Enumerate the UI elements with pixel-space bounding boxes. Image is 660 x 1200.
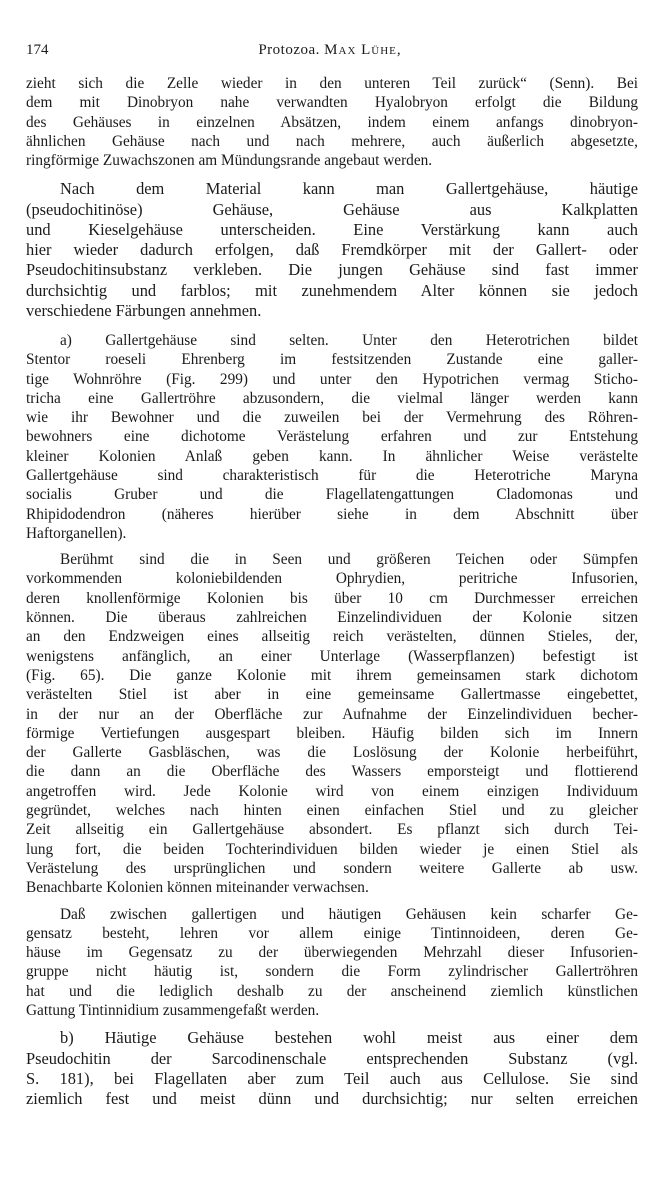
text-line: (pseudochitinöse) Gehäuse, Gehäuse aus Kalkplatten <box>26 199 638 219</box>
text-line: können. Die überaus zahlreichen Einzelindividuen der Kolonie sitzen <box>26 609 638 627</box>
text-line: durchsichtig und farblos; mit zunehmendem Alter können sie jedoch <box>26 280 638 300</box>
text-line: der Gallerte Gasbläschen, was die Loslösung der Kolonie herbeiführt, <box>26 744 638 762</box>
text-line: des Gehäuses in einzelnen Absätzen, indem einem anfangs dinobryon- <box>26 113 638 131</box>
text-line: Zeit allseitig ein Gallertgehäuse absondert. Es pflanzt sich durch Tei- <box>26 821 638 839</box>
text-line: Pseudochitin der Sarcodinenschale entsprechenden Substanz (vgl. <box>26 1048 638 1068</box>
text-line: socialis Gruber und die Flagellatengattungen Cladomonas und <box>26 486 638 504</box>
paragraph-haeutige-gehaeuse <box>26 1028 638 1109</box>
paragraph-material <box>26 179 638 320</box>
running-title-author: Max Lühe, <box>324 42 402 58</box>
text-line: Pseudochitinsubstanz verkleben. Die jungen Gehäuse sind fast immer <box>26 260 638 280</box>
text-line: in der nur an der Oberfläche zur Aufnahme der Einzelindividuen becher- <box>26 705 638 723</box>
text-line: tige Wohnröhre (Fig. 299) und unter den Hypotrichen vermag Sticho- <box>26 370 638 388</box>
text-line: wie ihr Bewohner und die zuweilen bei der Vermehrung des Röhren- <box>26 409 638 427</box>
text-line: häuse im Gegensatz zu der überwiegenden Mehrzahl dieser Infusorien- <box>26 944 638 962</box>
text-line: an den Endzweigen eines allseitig reich verästelten, dünnen Stieles, der, <box>26 628 638 646</box>
page-header <box>26 42 634 68</box>
text-line: hat und die lediglich deshalb zu der anscheinend ziemlich künstlichen <box>26 982 638 1000</box>
paragraph-gallertgehaeuse <box>26 331 638 543</box>
text-line: deren knollenförmige Kolonien bis über 10 cm Durchmesser erreichen <box>26 589 638 607</box>
text-line: dem mit Dinobryon nahe verwandten Hyalobryon erfolgt die Bildung <box>26 94 638 112</box>
text-line: kleiner Kolonien Anlaß geben kann. In ähnlicher Weise verästelte <box>26 447 638 465</box>
text-line: lung fort, die beiden Tochterindividuen bilden wieder je einen Stiel als <box>26 840 638 858</box>
page-number: 174 <box>26 42 49 58</box>
paragraph-continued <box>26 74 638 170</box>
text-line: zieht sich die Zelle wieder in den unteren Teil zurück“ (Senn). Bei <box>26 75 638 92</box>
text-line: angetroffen wird. Jede Kolonie wird von einem einzigen Individuum <box>26 782 638 800</box>
text-line: Stentor roeseli Ehrenberg im festsitzenden Zustande eine galler- <box>26 351 638 369</box>
paragraph-ophrydien <box>26 550 638 897</box>
text-line: gegründet, welches nach hinten einen einfachen Stiel und zu gleicher <box>26 802 638 820</box>
text-line: verschiedene Färbungen annehmen. <box>26 300 262 320</box>
text-line: vorkommenden koloniebildenden Ophrydien, peritriche Infusorien, <box>26 570 638 588</box>
running-title-text: Protozoa. <box>258 42 320 58</box>
text-line: förmige Vertiefungen ausgespart bleiben. Häufig bilden sich im Innern <box>26 724 638 742</box>
text-line: Gattung Tintinnidium zusammengefaßt werden. <box>26 1002 320 1019</box>
text-line: (Fig. 65). Die ganze Kolonie mit ihrem gemeinsamen stark dichotom <box>26 666 638 684</box>
body-text <box>26 74 638 1109</box>
text-line: wenigstens anfänglich, an einer Unterlage (Wasserpflanzen) befestigt ist <box>26 647 638 665</box>
text-line: ziemlich fest und meist dünn und durchsichtig; nur selten erreichen <box>26 1088 638 1108</box>
text-line: gensatz besteht, lehren vor allem einige Tintinnoideen, deren Ge- <box>26 924 638 942</box>
text-line: verästelten Stiel ist aber in eine gemeinsame Gallertmasse eingebettet, <box>26 686 638 704</box>
text-line: Verästelung des ursprünglichen und sondern weitere Gallerte ab usw. <box>26 859 638 877</box>
text-line: die dann an die Oberfläche des Wassers emporsteigt und flottierend <box>26 763 638 781</box>
text-line: tricha eine Gallertröhre abzusondern, die vielmal länger werden kann <box>26 389 638 407</box>
text-line: gruppe nicht häutig ist, sondern die Form zylindrischer Gallertröhren <box>26 963 638 981</box>
text-line: b) Häutige Gehäuse bestehen wohl meist aus einer dem <box>60 1028 638 1048</box>
text-line: ringförmige Zuwachszonen am Mündungsrande angebaut werden. <box>26 152 433 170</box>
text-line: Berühmt sind die in Seen und größeren Teichen oder Sümpfen <box>60 551 638 569</box>
running-title <box>26 42 634 59</box>
text-line: Nach dem Material kann man Gallertgehäuse, häutige <box>60 179 638 199</box>
text-line: Haftorganellen). <box>26 524 127 542</box>
text-line: ähnlichen Gehäuse nach und nach mehrere, auch äußerlich abgesetzte, <box>26 132 638 150</box>
text-line: Benachbarte Kolonien können miteinander verwachsen. <box>26 879 369 897</box>
text-line: und Kieselgehäuse unterscheiden. Eine Verstärkung kann auch <box>26 219 638 239</box>
text-line: Rhipidodendron (näheres hierüber siehe in dem Abschnitt über <box>26 505 638 523</box>
text-line: Daß zwischen gallertigen und häutigen Gehäusen kein scharfer Ge- <box>60 905 638 923</box>
text-line: Gallertgehäuse sind charakteristisch für die Heterotriche Maryna <box>26 466 638 484</box>
text-line: S. 181), bei Flagellaten aber zum Teil auch aus Cellulose. Sie sind <box>26 1068 638 1088</box>
text-line: bewohners eine dichotome Verästelung erfahren und zur Entstehung <box>26 428 638 446</box>
text-line: a) Gallertgehäuse sind selten. Unter den Heterotrichen bildet <box>60 331 638 349</box>
text-line: hier wieder dadurch erfolgen, daß Fremdkörper mit der Gallert- oder <box>26 240 638 260</box>
paragraph-tintinnoideen <box>26 905 638 1021</box>
